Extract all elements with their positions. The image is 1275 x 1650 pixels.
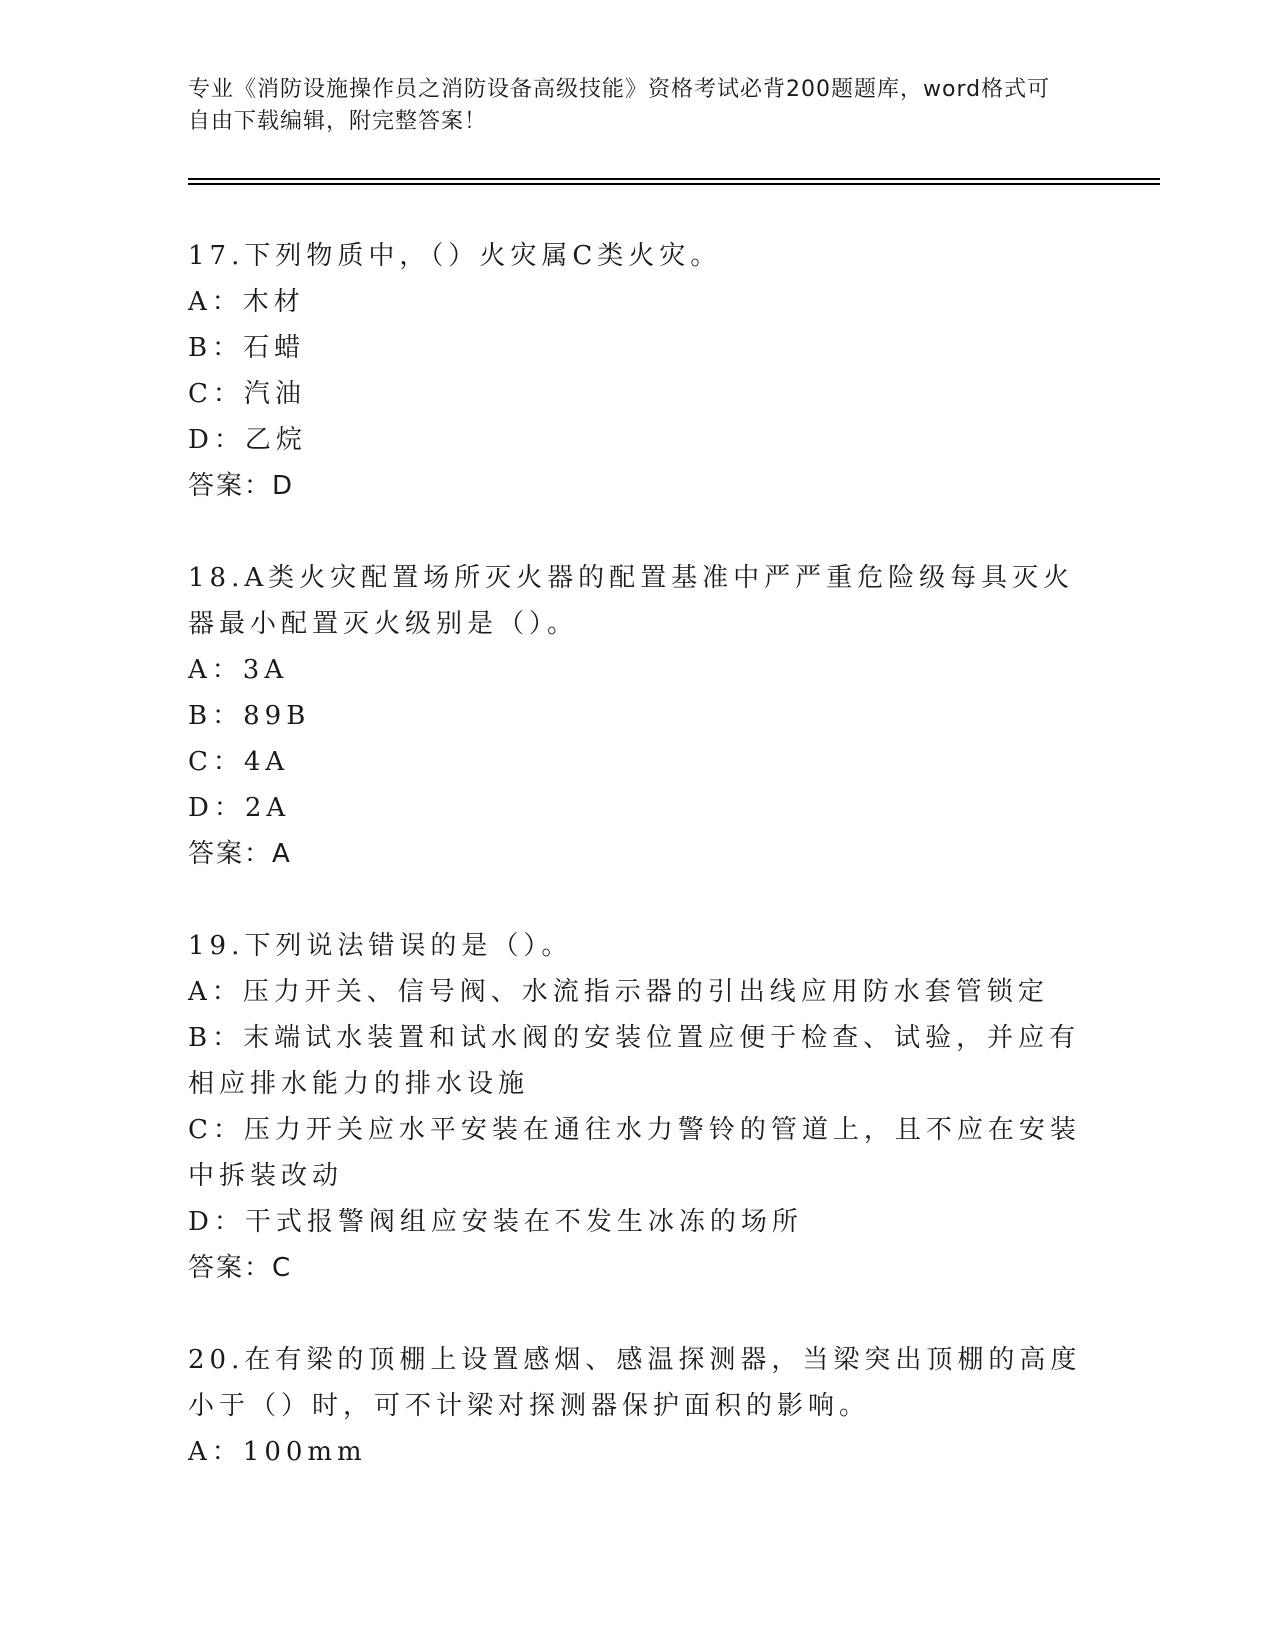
answer-line: 答案：D: [188, 471, 295, 501]
option-d: D：乙烷: [188, 425, 307, 455]
question-stem: 17.下列物质中，（）火灾属C类火灾。: [188, 241, 722, 271]
option-a: A：100mm: [188, 1437, 367, 1467]
document-header: 专业《消防设施操作员之消防设备高级技能》资格考试必背200题题库，word格式可自由下载编辑，附完整答案！: [188, 77, 1051, 134]
question-stem: 19.下列说法错误的是（）。: [188, 931, 573, 961]
header-divider-top: [188, 178, 1160, 180]
question-list: [188, 233, 1088, 1521]
option-d: D：干式报警阀组应安装在不发生冰冻的场所: [188, 1207, 803, 1237]
question-20: [188, 1337, 1088, 1475]
option-a: A：压力开关、信号阀、水流指示器的引出线应用防水套管锁定: [188, 977, 1049, 1007]
option-b: B：末端试水装置和试水阀的安装位置应便于检查、试验，并应有相应排水能力的排水设施: [188, 1023, 1081, 1099]
answer-line: 答案：A: [188, 839, 292, 869]
option-b: B：石蜡: [188, 333, 306, 363]
option-d: D：2A: [188, 793, 291, 823]
option-a: A：木材: [188, 287, 305, 317]
option-c: C：汽油: [188, 379, 306, 409]
option-b: B：89B: [188, 701, 311, 731]
option-a: A：3A: [188, 655, 289, 685]
question-17: [188, 233, 1088, 509]
question-18: [188, 555, 1088, 877]
option-c: C：4A: [188, 747, 290, 777]
question-stem: 20.在有梁的顶棚上设置感烟、感温探测器，当梁突出顶棚的高度小于（）时，可不计梁对探测器保护面积的影响。: [188, 1345, 1082, 1421]
question-19: [188, 923, 1088, 1291]
answer-line: 答案：C: [188, 1253, 293, 1283]
question-stem: 18.A类火灾配置场所灭火器的配置基准中严严重危险级每具灭火器最小配置灭火级别是（）。: [188, 563, 1075, 639]
option-c: C：压力开关应水平安装在通往水力警铃的管道上，且不应在安装中拆装改动: [188, 1115, 1081, 1191]
header-divider-bottom: [188, 183, 1160, 185]
